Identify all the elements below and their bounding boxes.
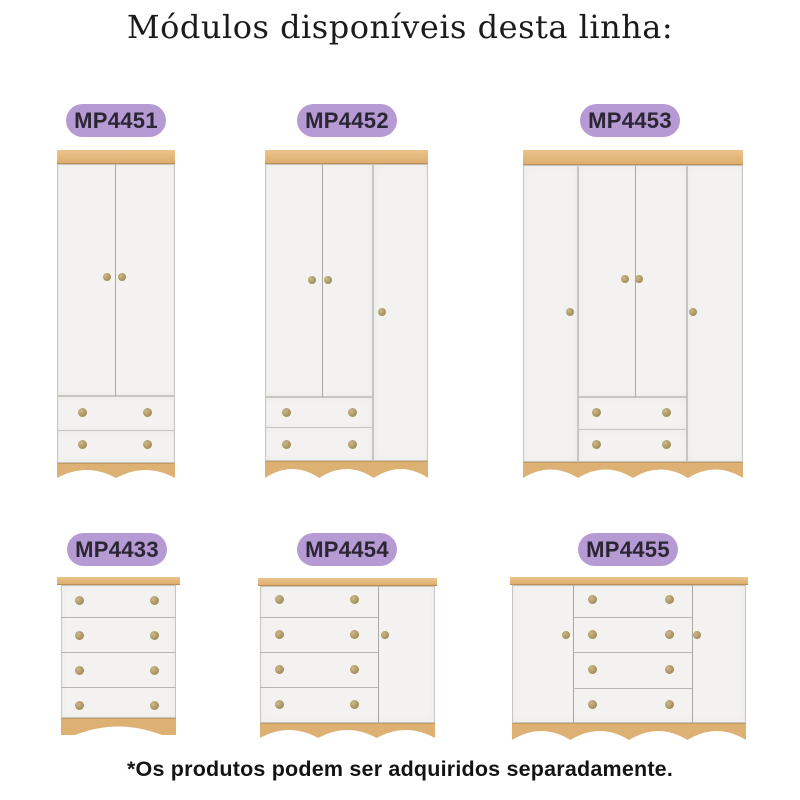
product-badge-mp4455: MP4455 [578,533,678,566]
drawer-knob-icon [588,665,597,674]
drawer-knob-icon [588,700,597,709]
drawer-divider [61,687,176,688]
drawer [57,396,175,431]
drawer-divider [61,617,176,618]
base-skirt [265,461,428,478]
drawer-knob-icon [665,595,674,604]
footnote: *Os produtos podem ser adquiridos separadamente. [126,757,674,781]
door-knob-icon [308,276,316,284]
drawer-knob-icon [75,631,84,640]
product-illustration-mp4454 [258,578,437,738]
wardrobe-doors [57,164,175,396]
drawer-knob-icon [150,596,159,605]
drawer-divider [260,617,378,618]
drawer-knob-icon [275,595,284,604]
drawer-knob-icon [350,700,359,709]
base-skirt [57,463,175,478]
drawer-knob-icon [282,440,291,449]
drawer-knob-icon [78,408,87,417]
drawer-divider [260,687,378,688]
drawer-knob-icon [348,440,357,449]
door-knob-icon [693,631,701,639]
door-divider [115,164,116,396]
drawer-divider [573,688,692,689]
door-knob-icon [562,631,570,639]
drawer-knob-icon [592,440,601,449]
drawer-knob-icon [143,408,152,417]
drawer-knob-icon [150,666,159,675]
drawer-knob-icon [282,408,291,417]
wood-top-panel [57,577,180,585]
door-knob-icon [689,308,697,316]
product-illustration-mp4452 [265,150,428,478]
drawer-knob-icon [350,630,359,639]
product-badge-mp4451: MP4451 [66,104,166,137]
wood-top-panel [510,577,748,585]
product-badge-mp4454: MP4454 [297,533,397,566]
drawer-knob-icon [275,630,284,639]
drawer-knob-icon [350,595,359,604]
drawer-knob-icon [588,595,597,604]
drawer-knob-icon [662,440,671,449]
door-divider [322,164,323,397]
drawer-knob-icon [665,630,674,639]
drawer-knob-icon [592,408,601,417]
base-skirt [512,723,746,740]
door-knob-icon [566,308,574,316]
drawer-knob-icon [275,665,284,674]
drawer-divider [61,652,176,653]
product-badge-mp4453: MP4453 [580,104,680,137]
product-badge-mp4433: MP4433 [67,533,167,566]
door-knob-icon [381,631,389,639]
wardrobe-doors [265,164,373,397]
drawer-knob-icon [588,630,597,639]
drawer-knob-icon [75,666,84,675]
product-illustration-mp4455 [510,577,748,740]
drawer-knob-icon [150,701,159,710]
door-divider [573,585,574,723]
drawer-knob-icon [348,408,357,417]
door-knob-icon [635,275,643,283]
door-knob-icon [118,273,126,281]
drawer-knob-icon [275,700,284,709]
product-illustration-mp4453 [523,150,743,478]
drawer-knob-icon [662,408,671,417]
product-illustration-mp4451 [57,150,175,478]
door-knob-icon [324,276,332,284]
drawer-knob-icon [75,701,84,710]
dresser-body [512,585,746,723]
product-badge-mp4452: MP4452 [297,104,397,137]
drawer-knob-icon [150,631,159,640]
drawer-knob-icon [75,596,84,605]
drawer-knob-icon [665,665,674,674]
product-illustration-mp4433 [57,577,180,735]
door-knob-icon [621,275,629,283]
drawer-knob-icon [665,700,674,709]
base-skirt [61,718,176,735]
drawer-knob-icon [350,665,359,674]
wood-top-panel [258,578,437,586]
door-divider [692,585,693,723]
drawer-divider [573,617,692,618]
base-skirt [260,723,435,738]
drawer-knob-icon [143,440,152,449]
wood-top-panel [265,150,428,164]
drawer [57,430,175,463]
drawer-divider [260,652,378,653]
wardrobe-doors [578,165,687,397]
wood-top-panel [57,150,175,164]
base-skirt [523,462,743,478]
drawer-divider [573,652,692,653]
door-knob-icon [378,308,386,316]
door-knob-icon [103,273,111,281]
wood-top-panel [523,150,743,165]
page-title: Módulos disponíveis desta linha: [126,8,674,46]
door-divider [378,586,379,723]
dresser-body [260,586,435,723]
drawer-knob-icon [78,440,87,449]
